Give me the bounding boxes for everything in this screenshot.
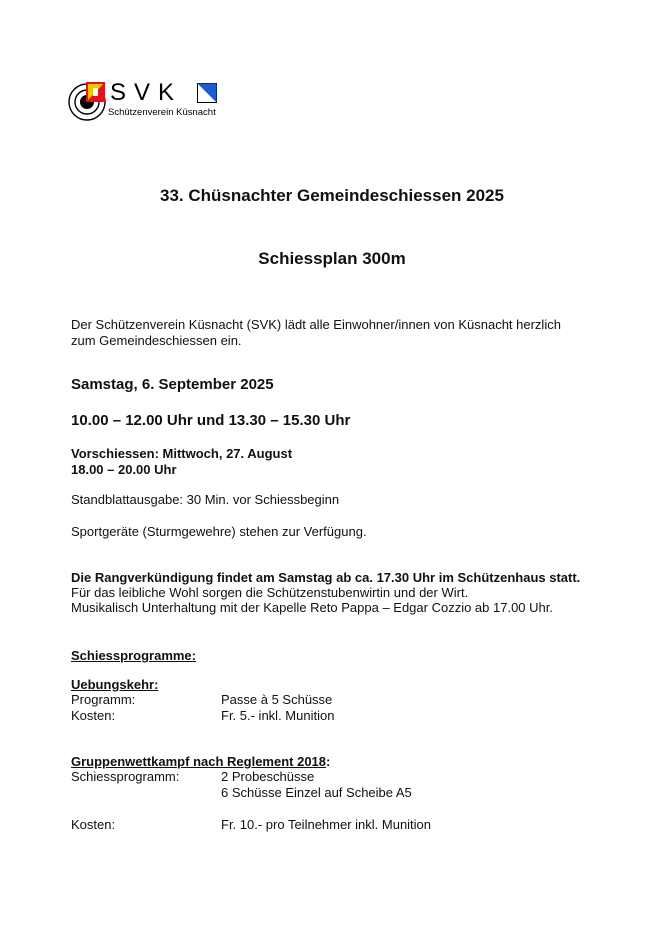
svk-logo [66,78,226,128]
sportgeraete-info: Sportgeräte (Sturmgewehre) stehen zur Verfügung. [71,524,367,539]
gruppen-heading-line [71,754,330,770]
uebungskehr-cost-label: Kosten: [71,708,116,723]
gruppen-program-label: Schiessprogramm: [71,769,180,784]
uebungskehr-cost-value: Fr. 5.- inkl. Munition [221,708,335,723]
programs-heading: Schiessprogramme: [71,648,196,663]
uebungskehr-program-label: Programm: [71,692,136,707]
gruppen-program-value-2: 6 Schüsse Einzel auf Scheibe A5 [221,785,412,800]
gruppen-heading: Gruppenwettkampf nach Reglement 2018 [71,754,327,769]
intro-line-2: zum Gemeindeschiessen ein. [71,333,242,348]
event-times: 10.00 – 12.00 Uhr und 13.30 – 15.30 Uhr [71,412,351,429]
document-subtitle: Schiessplan 300m [258,249,406,268]
standblatt-info: Standblattausgabe: 30 Min. vor Schiessbeginn [71,492,340,507]
preshoot-time: 18.00 – 20.00 Uhr [71,462,177,477]
document-title: 33. Chüsnachter Gemeindeschiessen 2025 [160,186,504,205]
intro-line-1: Der Schützenverein Küsnacht (SVK) lädt alle Einwohner/innen von Küsnacht herzlich [71,317,561,332]
uebungskehr-heading: Uebungskehr: [71,677,159,692]
gruppen-cost-value: Fr. 10.- pro Teilnehmer inkl. Munition [221,817,432,832]
gruppen-cost-label: Kosten: [71,817,116,832]
music-line: Musikalisch Unterhaltung mit der Kapelle Reto Pappa – Edgar Cozzio ab 17.00 Uhr. [71,600,553,615]
gruppen-heading-colon: : [326,754,331,769]
rangverkuendigung-line: Die Rangverkündigung findet am Samstag ab ca. 17.30 Uhr im Schützenhaus statt. [71,570,581,585]
target-logo-icon [66,78,110,122]
gruppen-program-value-1: 2 Probeschüsse [221,769,315,784]
event-date: Samstag, 6. September 2025 [71,376,274,393]
preshoot-date: Vorschiessen: Mittwoch, 27. August [71,446,293,461]
logo-subtitle: Schützenverein Küsnacht [108,107,216,118]
zurich-flag-icon [197,83,217,103]
logo-letters: SVK [110,79,183,106]
uebungskehr-program-value: Passe à 5 Schüsse [221,692,333,707]
catering-line: Für das leibliche Wohl sorgen die Schützenstubenwirtin und der Wirt. [71,585,469,600]
